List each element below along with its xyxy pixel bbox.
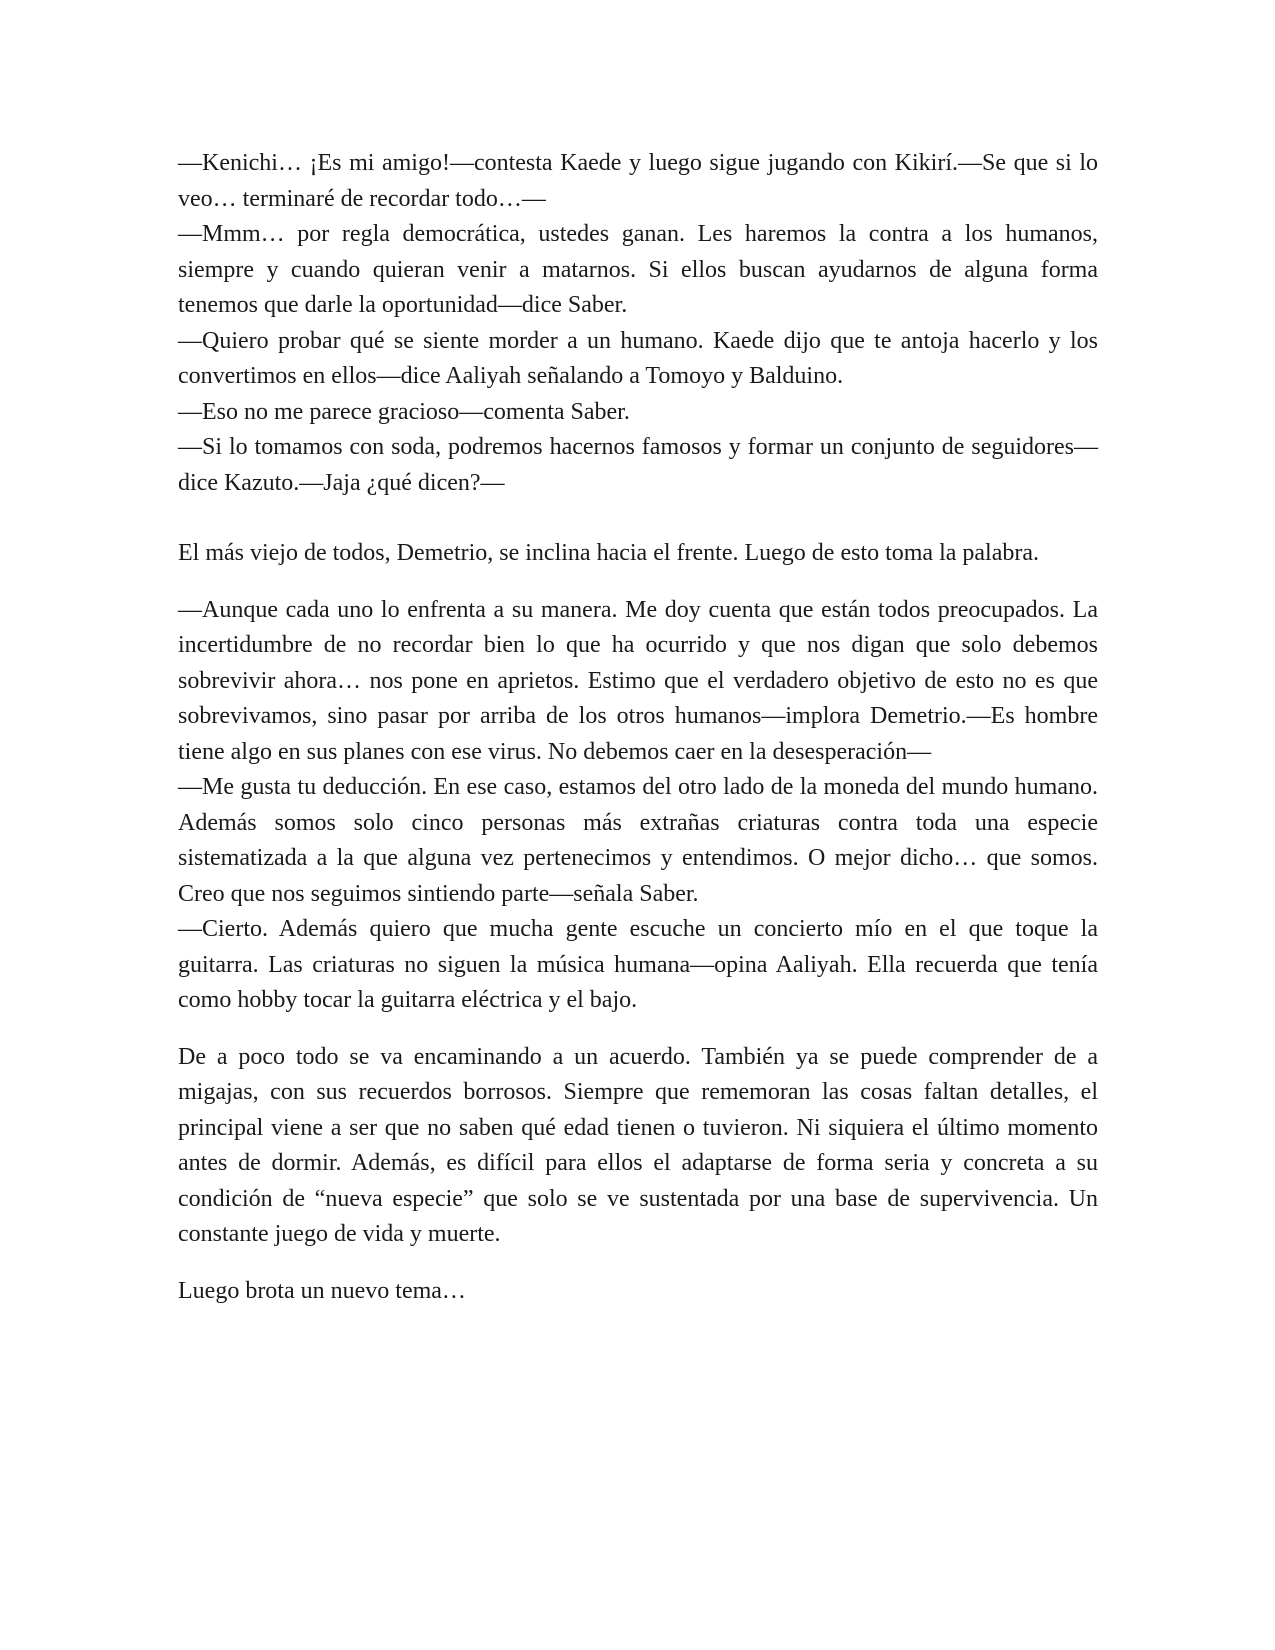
paragraph-dialogue-demetrio: —Aunque cada uno lo enfrenta a su manera. Me doy cuenta que están todos preocupados. La incertidumbre de no recordar bien lo que ha ocurrido y que nos digan que solo debemos sobrevivir ahora… nos pone en aprietos. Estimo que el verdadero objetivo de esto no es que sobrevivamos, sino pasar por arriba de los otros humanos—implora Demetrio.—Es hombre tiene algo en sus planes con ese virus. No debemos caer en la desesperación— [178,596,1098,765]
paragraph-narration-demetrio: El más viejo de todos, Demetrio, se inclina hacia el frente. Luego de esto toma la palabra. [178,540,1040,566]
paragraph-narration-agreement: De a poco todo se va encaminando a un acuerdo. También ya se puede comprender de a migajas, con sus recuerdos borrosos. Siempre que rememoran las cosas faltan detalles, el principal viene a ser que no saben qué edad tienen o tuvieron. Ni siquiera el último momento antes de dormir. Además, es difícil para ellos el adaptarse de forma seria y concreta a su condición de “nueva especie” que solo se ve sustentada por una base de supervivencia. Un constante juego de vida y muerte. [178,1043,1098,1247]
paragraph-dialogue-saber-reply: —Eso no me parece gracioso—comenta Saber. [178,398,630,425]
paragraph-dialogue-aaliyah: —Quiero probar qué se siente morder a un humano. Kaede dijo que te antoja hacerlo y los convertimos en ellos—dice Aaliyah señalando a Tomoyo y Balduino. [178,327,1098,389]
paragraph-dialogue-kaede: —Kenichi… ¡Es mi amigo!—contesta Kaede y luego sigue jugando con Kikirí.—Se que si lo veo… terminaré de recordar todo…— [178,150,1098,212]
body-text [178,146,1098,1309]
paragraph-dialogue-kazuto: —Si lo tomamos con soda, podremos hacernos famosos y formar un conjunto de seguidores—dice Kazuto.—Jaja ¿qué dicen?— [178,434,1098,496]
paragraph-dialogue-saber: —Mmm… por regla democrática, ustedes ganan. Les haremos la contra a los humanos, siempre y cuando quieran venir a matarnos. Si ellos buscan ayudarnos de alguna forma tenemos que darle la oportunidad—dice Saber. [178,221,1098,318]
paragraph-dialogue-aaliyah-concert: —Cierto. Además quiero que mucha gente escuche un concierto mío en el que toque la guitarra. Las criaturas no siguen la música humana—opina Aaliyah. Ella recuerda que tenía como hobby tocar la guitarra eléctrica y el bajo. [178,916,1098,1013]
paragraph-narration-new-topic: Luego brota un nuevo tema… [178,1277,466,1304]
paragraph-dialogue-saber-deduction: —Me gusta tu deducción. En ese caso, estamos del otro lado de la moneda del mundo humano. Además somos solo cinco personas más extrañas criaturas contra toda una especie sistematizada a la que alguna vez pertenecimos y entendimos. O mejor dicho… que somos. Creo que nos seguimos sintiendo parte—señala Saber. [178,774,1098,907]
